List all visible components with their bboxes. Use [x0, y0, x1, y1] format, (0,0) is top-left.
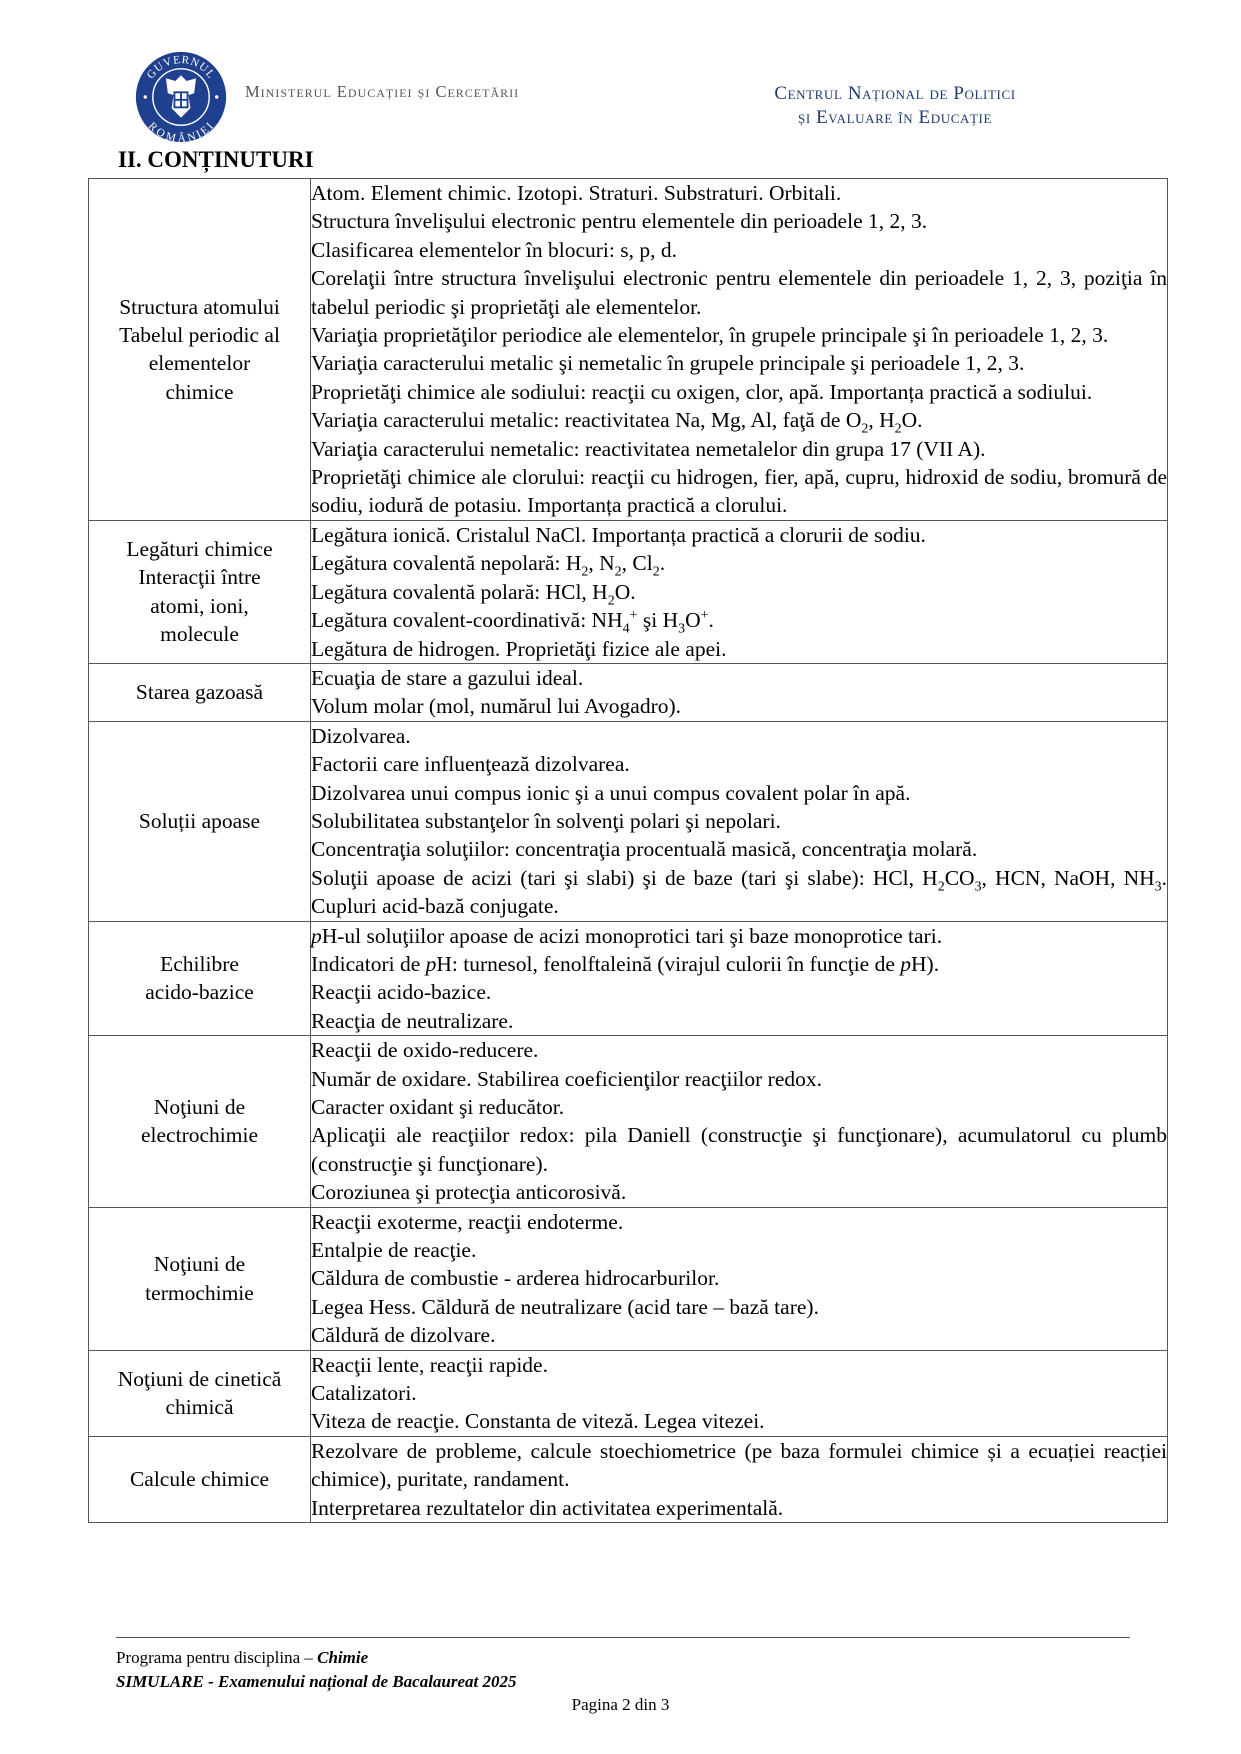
table-row — [89, 1036, 1168, 1207]
content-item: pH-ul soluţiilor apoase de acizi monoprotici tari şi baze monoprotice tari. — [311, 923, 943, 948]
content-item: Reacţii de oxido-reducere. — [311, 1038, 539, 1063]
content-items-cell — [311, 179, 1168, 521]
content-item: Rezolvare de probleme, calcule stoechiometrice (pe baza formulei chimice și a ecuației reacției chimice), puritate, randament. — [311, 1438, 1167, 1492]
content-item: Variaţia caracterului metalic şi nemetalic în grupele principale şi perioadele 1, 2, 3. — [311, 351, 1025, 376]
content-item: Coroziunea şi protecţia anticorosivă. — [311, 1180, 627, 1205]
content-item: Legătura covalentă nepolară: $H_2$, $N_2$, $Cl_2$. — [311, 551, 666, 580]
topic-cell: Calcule chimice — [89, 1436, 311, 1522]
page-number: Pagina 2 din 3 — [571, 1695, 670, 1714]
table-row — [89, 1207, 1168, 1350]
content-items-cell — [311, 1207, 1168, 1350]
evaluation-center-name — [700, 82, 1090, 130]
footer-exam-title: SIMULARE - Examenului național de Bacalaureat 2025 — [116, 1672, 517, 1691]
content-item: Ecuaţia de stare a gazului ideal. — [311, 665, 584, 690]
content-item: Volum molar (mol, numărul lui Avogadro). — [311, 694, 682, 719]
content-item: Soluţii apoase de acizi (tari şi slabi) şi de baze (tari şi slabe): HCl, $H_2CO_3$, HCN, NaOH, $NH_3$. Cupluri acid-bază conjugate. — [311, 865, 1167, 919]
content-item: Corelaţii între structura învelişului electronic pentru elementele din perioadele 1, 2, 3, poziţia în tabelul periodic şi proprietăţi ale elementelor. — [311, 266, 1167, 319]
content-item: Variaţia caracterului metalic: reactivitatea Na, Mg, Al, faţă de $O_2$, $H_2O$. — [311, 408, 923, 437]
content-item: Număr de oxidare. Stabilirea coeficienţilor reacţiilor redox. — [311, 1066, 823, 1091]
topic-cell: Soluții apoase — [89, 721, 311, 921]
topic-cell: Starea gazoasă — [89, 663, 311, 721]
topic-cell: Structura atomului Tabelul periodic al elementelor chimice — [89, 179, 311, 521]
content-item: Legătura de hidrogen. Proprietăţi fizice ale apei. — [311, 636, 727, 661]
ministry-name: Ministerul Educației și Cercetării — [245, 82, 520, 101]
content-item: Factorii care influenţează dizolvarea. — [311, 752, 630, 777]
content-item: Interpretarea rezultatelor din activitatea experimentală. — [311, 1495, 784, 1520]
content-items-cell — [311, 520, 1168, 663]
table-row — [89, 663, 1168, 721]
content-item: Clasificarea elementelor în blocuri: s, p, d. — [311, 237, 677, 262]
table-row — [89, 520, 1168, 663]
footer-subject: Chimie — [317, 1648, 369, 1667]
footer-divider — [116, 1637, 1130, 1638]
content-item: Căldură de dizolvare. — [311, 1323, 496, 1348]
content-items-cell — [311, 1350, 1168, 1436]
table-row — [89, 1436, 1168, 1522]
content-item: Legătura covalentă polară: HCl, $H_2O$. — [311, 579, 636, 608]
content-item: Legătura ionică. Cristalul NaCl. Importanța practică a clorurii de sodiu. — [311, 522, 926, 547]
content-item: Variaţia caracterului nemetalic: reactivitatea nemetalelor din grupa 17 (VII A). — [311, 436, 986, 461]
content-item: Proprietăţi chimice ale sodiului: reacţii cu oxigen, clor, apă. Importanța practică a sodiului. — [311, 379, 1093, 404]
table-row — [89, 921, 1168, 1036]
content-items-cell — [311, 721, 1168, 921]
topic-cell: Echilibre acido-bazice — [89, 921, 311, 1036]
footer-program-prefix: Programa pentru disciplina – — [116, 1648, 318, 1667]
center-name-line-1: Centrul Național de Politici — [774, 83, 1016, 104]
center-name-line-2: și Evaluare în Educație — [797, 107, 992, 128]
content-item: Viteza de reacţie. Constanta de viteză. Legea vitezei. — [311, 1409, 765, 1434]
content-item: Solubilitatea substanţelor în solvenţi polari şi nepolari. — [311, 808, 781, 833]
content-item: Aplicaţii ale reacţiilor redox: pila Daniell (construcţie şi funcţionare), acumulatorul cu plumb (construcţie şi funcţionare). — [311, 1123, 1167, 1176]
content-item: Dizolvarea. — [311, 723, 411, 748]
section-title: II. CONȚINUTURI — [118, 147, 314, 172]
content-item: Indicatori de pH: turnesol, fenolftaleină (virajul culorii în funcţie de pH). — [311, 951, 940, 976]
content-item: Proprietăţi chimice ale clorului: reacţii cu hidrogen, fier, apă, cupru, hidroxid de sodiu, bromură de sodiu, iodură de potasiu. Importanța practică a clorului. — [311, 465, 1167, 518]
content-item: Structura învelişului electronic pentru elementele din perioadele 1, 2, 3. — [311, 209, 928, 234]
content-item: Atom. Element chimic. Izotopi. Straturi. Substraturi. Orbitali. — [311, 181, 842, 205]
page-header — [0, 0, 1241, 160]
content-item: Concentraţia soluţiilor: concentraţia procentuală masică, concentraţia molară. — [311, 837, 978, 862]
topic-cell: Noţiuni de cinetică chimică — [89, 1350, 311, 1436]
seal-bottom-text: ROMÂNIEI — [145, 120, 217, 144]
content-item: Reacţii acido-bazice. — [311, 980, 492, 1005]
topic-cell: Noţiuni de electrochimie — [89, 1036, 311, 1207]
content-items-cell — [311, 921, 1168, 1036]
content-item: Dizolvarea unui compus ionic şi a unui compus covalent polar în apă. — [311, 780, 911, 805]
table-row — [89, 179, 1168, 521]
seal-top-text: GUVERNUL — [144, 53, 218, 82]
content-item: Legătura covalent-coordinativă: $NH_4^+$ şi $H_3O^+$. — [311, 607, 714, 637]
topic-cell: Noţiuni de termochimie — [89, 1207, 311, 1350]
topic-cell: Legături chimice Interacţii între atomi, ioni, molecule — [89, 520, 311, 663]
content-item: Caracter oxidant şi reducător. — [311, 1095, 565, 1119]
table-row — [89, 721, 1168, 921]
content-items-cell — [311, 1436, 1168, 1522]
page-footer — [116, 1646, 517, 1694]
content-item: Variaţia proprietăţilor periodice ale elementelor, în grupele principale şi în perioadele 1, 2, 3. — [311, 323, 1109, 348]
content-item: Legea Hess. Căldură de neutralizare (acid tare – bază tare). — [311, 1294, 819, 1319]
romanian-government-seal-icon — [134, 50, 228, 144]
table-row — [89, 1350, 1168, 1436]
content-item: Reacţii lente, reacţii rapide. — [311, 1352, 548, 1377]
content-items-cell — [311, 1036, 1168, 1207]
content-item: Căldura de combustie - arderea hidrocarburilor. — [311, 1266, 720, 1291]
content-items-cell — [311, 663, 1168, 721]
content-item: Entalpie de reacţie. — [311, 1238, 477, 1263]
contents-table — [88, 178, 1168, 1523]
footer-program-line — [116, 1646, 517, 1670]
content-item: Catalizatori. — [311, 1381, 417, 1406]
content-item: Reacţia de neutralizare. — [311, 1008, 514, 1033]
content-item: Reacţii exoterme, reacţii endoterme. — [311, 1209, 624, 1234]
